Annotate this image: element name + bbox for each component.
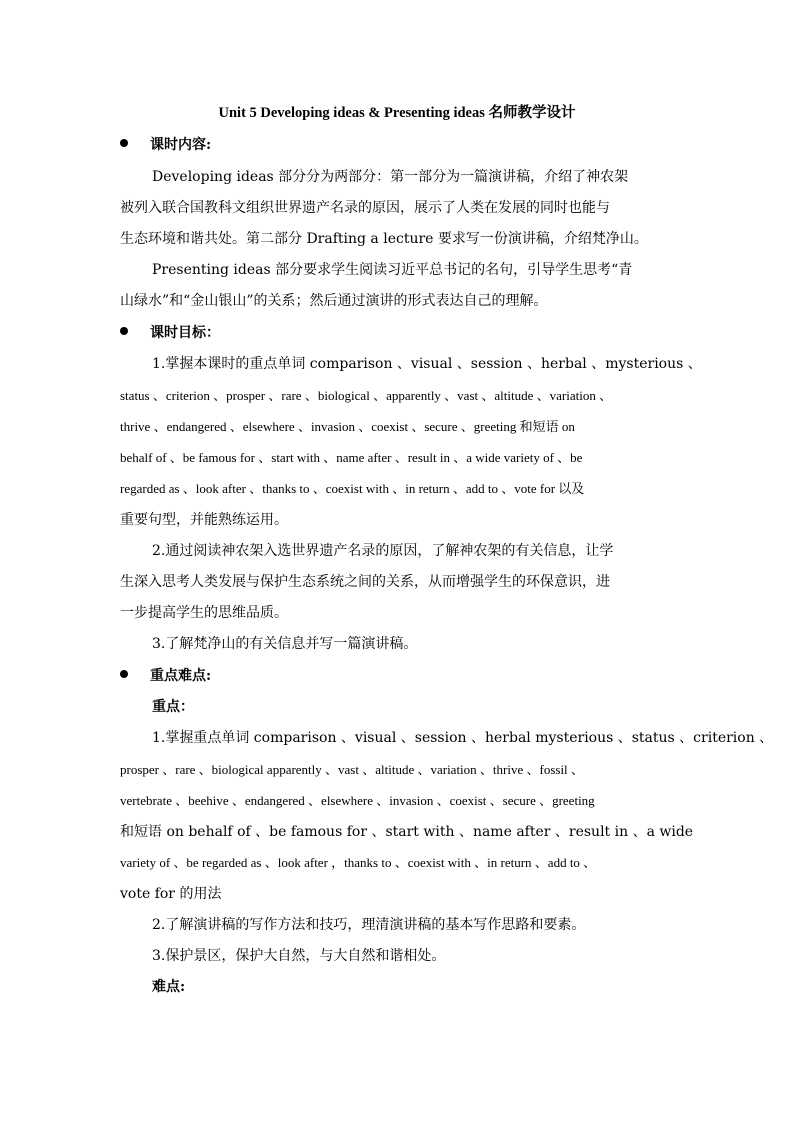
key-item1-line: 1.掌握重点单词 comparison 、visual 、session 、herbal mysterious 、status 、criterion 、	[152, 730, 774, 746]
objective-item2-line: 2.通过阅读神农架入选世界遗产名录的原因，了解神农架的有关信息，让学	[152, 543, 614, 559]
bullet-icon	[120, 327, 128, 335]
objective-item3-line: 3.了解梵净山的有关信息并写一篇演讲稿。	[152, 636, 418, 652]
key-item2-line: 2.了解演讲稿的写作方法和技巧，理清演讲稿的基本写作思路和要素。	[152, 917, 586, 933]
bullet-icon	[120, 139, 128, 147]
key-item1-line: variety of 、be regarded as 、look after ，thanks to 、coexist with 、in return 、add to 、	[120, 855, 597, 870]
objective-item1-line: thrive 、endangered 、elsewhere 、invasion 、coexist 、secure 、greeting 和短语 on	[120, 419, 575, 434]
content-para1-line: 生态环境和谐共处。第二部分 Drafting a lecture 要求写一份演讲稿，介绍梵净山。	[120, 231, 648, 247]
key-item3-line: 3.保护景区，保护大自然，与大自然和谐相处。	[152, 948, 446, 964]
objective-item1-line: 1.掌握本课时的重点单词 comparison 、visual 、session 、herbal 、mysterious 、	[152, 356, 702, 372]
content-para2-line: 山绿水”和“金山银山”的关系；然后通过演讲的形式表达自己的理解。	[120, 293, 548, 309]
key-item1-line: prosper 、rare 、biological apparently 、vast 、altitude 、variation 、thrive 、fossil 、	[120, 762, 584, 777]
key-item1-line: 和短语 on behalf of 、be famous for 、start with 、name after 、result in 、a wide	[120, 824, 694, 840]
key-item1-line: vertebrate 、beehive 、endangered 、elsewhere 、invasion 、coexist 、secure 、greeting	[120, 793, 595, 808]
key-item1-line: vote for 的用法	[120, 886, 222, 902]
bullet-icon	[120, 670, 128, 678]
objective-item1-line: behalf of 、be famous for 、start with 、name after 、result in 、a wide variety of 、be	[120, 450, 583, 465]
objective-item1-line: 重要句型，并能熟练运用。	[120, 512, 288, 528]
subheading-key: 重点：	[152, 699, 194, 715]
subheading-difficult: 难点:	[152, 979, 186, 995]
objective-item1-line: status 、criterion 、prosper 、rare 、biological 、apparently 、vast 、altitude 、variation 、	[120, 388, 613, 403]
objective-item2-line: 一步提高学生的思维品质。	[120, 605, 288, 621]
content-para2-line: Presenting ideas 部分要求学生阅读习近平总书记的名句，引导学生思考“青	[152, 262, 633, 278]
section-heading-objectives: 课时目标：	[120, 322, 220, 342]
section-heading-key-points: 重点难点:	[120, 665, 211, 685]
content-para1-line: Developing ideas 部分分为两部分：第一部分为一篇演讲稿，介绍了神农架	[152, 169, 629, 185]
document-title: Unit 5 Developing ideas & Presenting ideas 名师教学设计	[218, 105, 576, 121]
section-heading-content: 课时内容:	[120, 134, 211, 154]
objective-item2-line: 生深入思考人类发展与保护生态系统之间的关系，从而增强学生的环保意识，进	[120, 574, 610, 590]
objective-item1-line: regarded as 、look after 、thanks to 、coexist with 、in return 、add to 、vote for 以及	[120, 481, 585, 496]
content-para1-line: 被列入联合国教科文组织世界遗产名录的原因，展示了人类在发展的同时也能与	[120, 200, 610, 216]
